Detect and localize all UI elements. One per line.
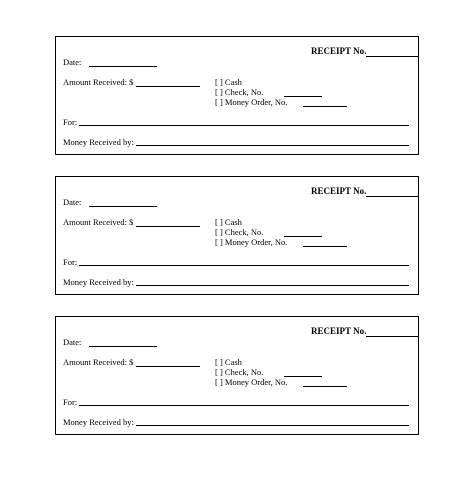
date-label: Date:: [63, 337, 82, 347]
for-label: For:: [63, 257, 78, 267]
date-field[interactable]: [89, 66, 157, 67]
money-received-by-field[interactable]: [136, 145, 409, 146]
amount-received-field[interactable]: [136, 86, 200, 87]
check-option[interactable]: [ ] Check, No.: [215, 367, 264, 377]
check-number-field[interactable]: [284, 96, 322, 97]
date-field[interactable]: [89, 206, 157, 207]
amount-received-label: Amount Received: $: [63, 217, 134, 227]
receipt-number-label: RECEIPT No.: [311, 186, 367, 196]
receipt-form-2: [55, 176, 419, 295]
money-received-by-label: Money Received by:: [63, 137, 134, 147]
money-received-by-label: Money Received by:: [63, 417, 134, 427]
amount-received-field[interactable]: [136, 366, 200, 367]
date-label: Date:: [63, 197, 82, 207]
date-field[interactable]: [89, 346, 157, 347]
cash-option[interactable]: [ ] Cash: [215, 357, 242, 367]
check-option[interactable]: [ ] Check, No.: [215, 227, 264, 237]
receipt-number-field[interactable]: [366, 56, 418, 57]
money-order-option[interactable]: [ ] Money Order, No.: [215, 97, 288, 107]
money-order-number-field[interactable]: [303, 386, 347, 387]
money-received-by-field[interactable]: [136, 425, 409, 426]
amount-received-field[interactable]: [136, 226, 200, 227]
date-label: Date:: [63, 57, 82, 67]
cash-option[interactable]: [ ] Cash: [215, 77, 242, 87]
money-received-by-field[interactable]: [136, 285, 409, 286]
money-order-number-field[interactable]: [303, 246, 347, 247]
receipt-form-3: [55, 316, 419, 435]
for-field[interactable]: [79, 405, 409, 406]
receipt-number-label: RECEIPT No.: [311, 326, 367, 336]
for-field[interactable]: [79, 125, 409, 126]
for-label: For:: [63, 117, 78, 127]
cash-option[interactable]: [ ] Cash: [215, 217, 242, 227]
check-number-field[interactable]: [284, 376, 322, 377]
amount-received-label: Amount Received: $: [63, 357, 134, 367]
for-label: For:: [63, 397, 78, 407]
money-order-option[interactable]: [ ] Money Order, No.: [215, 237, 288, 247]
receipt-number-label: RECEIPT No.: [311, 46, 367, 56]
receipt-form-1: [55, 36, 419, 155]
money-received-by-label: Money Received by:: [63, 277, 134, 287]
receipt-number-field[interactable]: [366, 196, 418, 197]
check-option[interactable]: [ ] Check, No.: [215, 87, 264, 97]
receipt-number-field[interactable]: [366, 336, 418, 337]
amount-received-label: Amount Received: $: [63, 77, 134, 87]
money-order-option[interactable]: [ ] Money Order, No.: [215, 377, 288, 387]
money-order-number-field[interactable]: [303, 106, 347, 107]
for-field[interactable]: [79, 265, 409, 266]
check-number-field[interactable]: [284, 236, 322, 237]
